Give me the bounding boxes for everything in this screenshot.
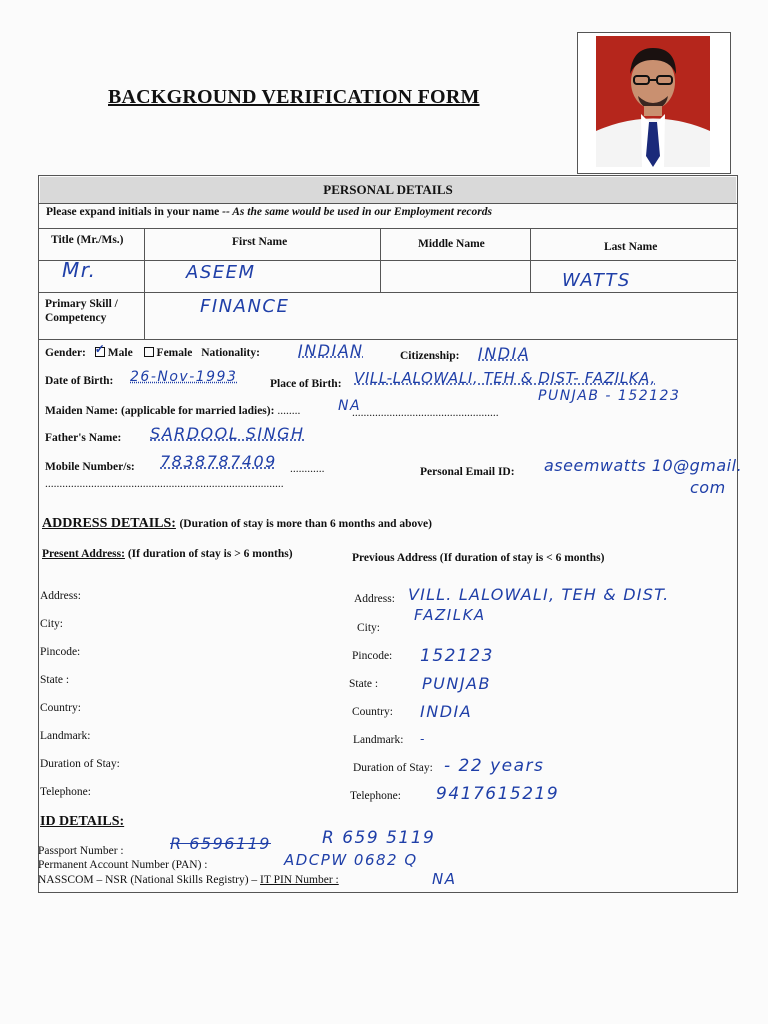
divider (38, 228, 738, 229)
initials-note: Please expand initials in your name -- As the same would be used in our Employment records (46, 206, 492, 218)
pan-label: Permanent Account Number (PAN) : (38, 859, 208, 871)
form-border (38, 175, 738, 893)
pob-value-line1[interactable]: VILL-LALOWALI, TEH & DIST- FAZILKA, (354, 369, 656, 387)
skill-value[interactable]: FINANCE (200, 296, 290, 317)
dotted-line: ............ (290, 463, 325, 475)
divider (38, 203, 738, 204)
divider (144, 228, 145, 339)
title-value[interactable]: Mr. (62, 258, 97, 282)
previous-address-line2[interactable]: FAZILKA (414, 606, 486, 624)
dob-label: Date of Birth: (45, 375, 114, 387)
divider (38, 292, 738, 293)
email-label: Personal Email ID: (420, 466, 515, 478)
maiden-value[interactable]: NA (338, 398, 362, 414)
passport-struck-value: R 6596119 (170, 834, 271, 853)
present-address-label: Address: (40, 590, 81, 602)
gender-row: Gender: ✓ Male Female Nationality: (45, 347, 260, 359)
present-address-header: Present Address: (If duration of stay is > 6 months) (42, 548, 293, 560)
dotted-line: ................................................... (352, 407, 499, 419)
present-country-label: Country: (40, 702, 81, 714)
present-state-label: State : (40, 674, 70, 686)
previous-telephone-label: Telephone: (350, 790, 401, 802)
previous-pincode-value[interactable]: 152123 (420, 646, 494, 666)
col-middle-name: Middle Name (418, 238, 485, 250)
skill-label: Primary Skill / Competency (45, 298, 118, 324)
email-value-line1[interactable]: aseemwatts 10@gmail. (544, 456, 743, 475)
present-pincode-label: Pincode: (40, 646, 81, 658)
previous-country-value[interactable]: INDIA (420, 702, 473, 721)
present-landmark-label: Landmark: (40, 730, 91, 742)
previous-telephone-value[interactable]: 9417615219 (436, 784, 560, 804)
passport-label: Passport Number : (38, 845, 124, 857)
nationality-value[interactable]: INDIAN (298, 341, 364, 360)
previous-duration-label: Duration of Stay: (353, 762, 433, 774)
previous-pincode-label: Pincode: (352, 650, 393, 662)
father-label: Father's Name: (45, 432, 122, 444)
previous-address-label: Address: (354, 593, 395, 605)
email-value-line2[interactable]: com (690, 478, 726, 497)
mobile-label: Mobile Number/s: (45, 461, 135, 473)
last-name-value[interactable]: WATTS (562, 270, 631, 291)
pob-value-line2[interactable]: PUNJAB - 152123 (538, 388, 681, 404)
divider (38, 260, 736, 261)
previous-address-header: Previous Address (If duration of stay is < 6 months) (352, 552, 605, 564)
nsr-value[interactable]: NA (432, 870, 457, 888)
passport-value[interactable]: R 659 5119 (322, 828, 436, 848)
present-city-label: City: (40, 618, 64, 630)
citizenship-label: Citizenship: (400, 350, 460, 362)
female-checkbox[interactable] (144, 347, 154, 357)
previous-landmark-value[interactable]: - (420, 732, 426, 746)
divider (380, 228, 381, 292)
present-telephone-label: Telephone: (40, 786, 91, 798)
pob-label: Place of Birth: (270, 378, 342, 390)
previous-country-label: Country: (352, 706, 393, 718)
id-details-header: ID DETAILS: (40, 814, 125, 829)
previous-address-line1[interactable]: VILL. LALOWALI, TEH & DIST. (408, 585, 670, 604)
previous-duration-value[interactable]: - 22 years (444, 756, 545, 776)
male-checkbox[interactable] (95, 347, 105, 357)
form-title: BACKGROUND VERIFICATION FORM (108, 86, 480, 108)
col-last-name: Last Name (604, 241, 658, 253)
previous-state-value[interactable]: PUNJAB (422, 674, 491, 693)
nsr-label: NASSCOM – NSR (National Skills Registry) – IT PIN Number : (38, 874, 339, 886)
divider (530, 228, 531, 292)
applicant-photo (596, 36, 710, 167)
previous-city-label: City: (357, 622, 381, 634)
divider (38, 339, 738, 340)
dotted-line: ................................................................................... (45, 478, 284, 490)
col-title: Title (Mr./Ms.) (51, 234, 124, 246)
col-first-name: First Name (232, 236, 288, 248)
father-value[interactable]: SARDOOL SINGH (150, 424, 305, 443)
maiden-label: Maiden Name: (applicable for married ladies): ........ (45, 405, 301, 417)
dob-value[interactable]: 26-Nov-1993 (130, 369, 238, 385)
previous-landmark-label: Landmark: (353, 734, 404, 746)
previous-state-label: State : (349, 678, 379, 690)
address-details-header: ADDRESS DETAILS: (Duration of stay is more than 6 months and above) (42, 516, 432, 531)
pan-value[interactable]: ADCPW 0682 Q (284, 851, 418, 869)
citizenship-value[interactable]: INDIA (478, 344, 531, 363)
personal-details-header: PERSONAL DETAILS (40, 177, 736, 203)
mobile-value[interactable]: 7838787409 (160, 452, 277, 471)
first-name-value[interactable]: ASEEM (186, 262, 256, 283)
present-duration-label: Duration of Stay: (40, 758, 120, 770)
